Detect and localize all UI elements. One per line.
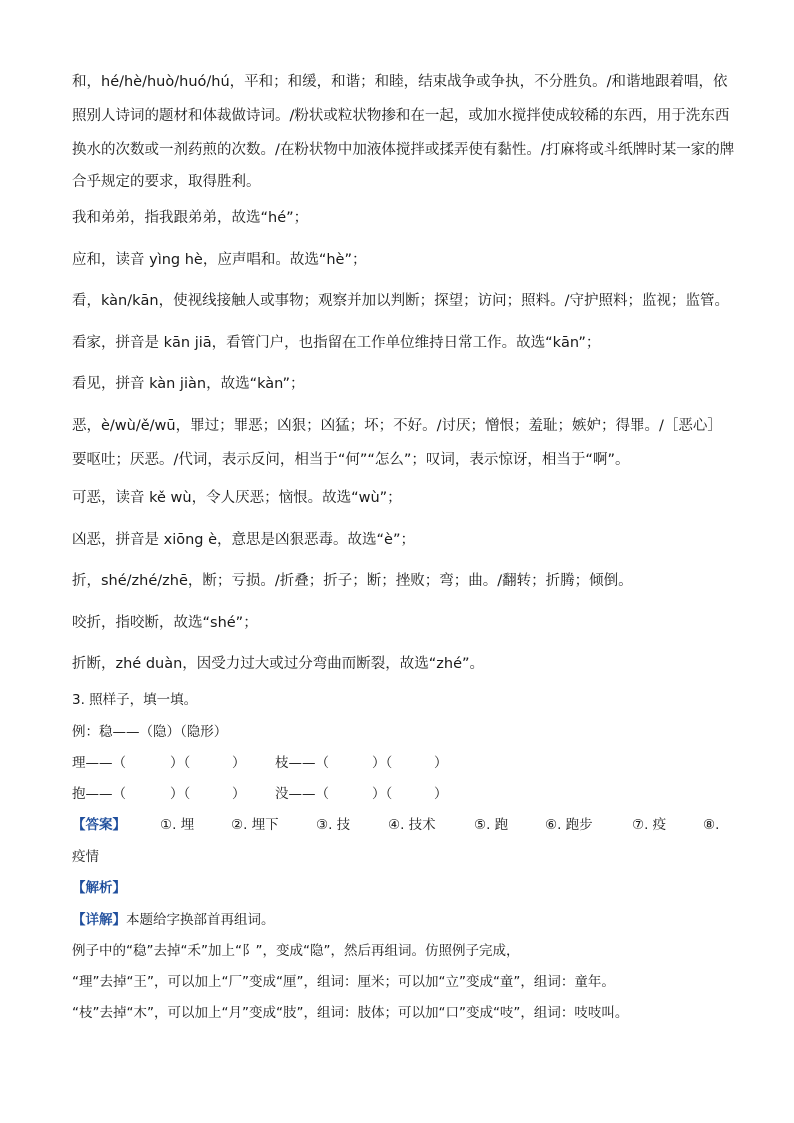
paragraph-he-def-4: 合乎规定的要求，取得胜利。	[72, 174, 261, 190]
paragraph-zhe-ex-1: 咬折，指咬断，故选“shé”；	[72, 615, 258, 631]
fill-row-1-b2[interactable]: ）（	[372, 755, 393, 771]
answer-tail: 疫情	[72, 849, 99, 865]
fill-row-1-b3[interactable]: ）	[434, 755, 448, 771]
answer-item-7: ⑦. 疫	[632, 817, 667, 833]
fill-row-2-a2[interactable]: ）（	[170, 786, 191, 802]
paragraph-e-def-1: 恶，è/wù/ě/wū，罪过；罪恶；凶狠；凶猛；坏；不好。/讨厌；憎恨；羞耻；嫉妒；得罪。/［恶心］	[72, 418, 722, 434]
paragraph-e-def-2: 要呕吐；厌恶。/代词，表示反问，相当于“何”“怎么”；叹词，表示惊讶，相当于“啊”。	[72, 452, 630, 468]
detail-text: 本题给字换部首再组词。	[126, 912, 275, 928]
paragraph-zhe-def: 折，shé/zhé/zhē，断；亏损。/折叠；折子；断；挫败；弯；曲。/翻转；折腾；倾倒。	[72, 573, 633, 589]
paragraph-e-ex-1: 可恶，读音 kě wù，令人厌恶；恼恨。故选“wù”；	[72, 490, 402, 506]
answer-item-3: ③. 技	[316, 817, 351, 833]
answer-item-8: ⑧.	[703, 817, 720, 833]
answer-item-4: ④. 技术	[388, 817, 436, 833]
answer-item-1: ①. 埋	[160, 817, 195, 833]
paragraph-he-ex-1: 我和弟弟，指我跟弟弟，故选“hé”；	[72, 210, 309, 226]
analysis-label: 【解析】	[72, 880, 126, 896]
paragraph-he-ex-2: 应和，读音 yìng hè，应声唱和。故选“hè”；	[72, 252, 367, 268]
analysis-detail	[72, 910, 275, 930]
fill-row-2-a: 抱——（	[72, 786, 126, 802]
analysis-line-2: “理”去掉“王”，可以加上“厂”变成“厘”，组词：厘米；可以加“立”变成“童”，组词：童年。	[72, 974, 615, 990]
fill-row-1-b: 枝——（	[275, 755, 329, 771]
answer-item-5: ⑤. 跑	[474, 817, 509, 833]
detail-label: 【详解】	[72, 912, 126, 928]
paragraph-he-def-2: 照别人诗词的题材和体裁做诗词。/粉状或粒状物掺和在一起，或加水搅拌使成较稀的东西，用于洗东西	[72, 108, 730, 124]
analysis-line-1: 例子中的“稳”去掉“禾”加上“阝”，变成“隐”，然后再组词。仿照例子完成，	[72, 943, 520, 959]
fill-row-1-a: 理——（	[72, 755, 126, 771]
fill-row-1-a2[interactable]: ）（	[170, 755, 191, 771]
paragraph-kan-ex-1: 看家，拼音是 kān jiā，看管门户，也指留在工作单位维持日常工作。故选“kān”；	[72, 335, 601, 351]
analysis-line-3: “枝”去掉“木”，可以加上“月”变成“肢”，组词：肢体；可以加“口”变成“吱”，组词：吱吱叫。	[72, 1005, 629, 1021]
fill-row-1-a3[interactable]: ）	[232, 755, 246, 771]
paragraph-zhe-ex-2: 折断，zhé duàn，因受力过大或过分弯曲而断裂，故选“zhé”。	[72, 656, 485, 672]
answer-item-2: ②. 埋下	[231, 817, 279, 833]
fill-row-2-b: 没——（	[275, 786, 329, 802]
paragraph-he-def-1: 和，hé/hè/huò/huó/hú，平和；和缓，和谐；和睦，结束战争或争执，不分胜负。/和谐地跟着唱，依	[72, 74, 728, 90]
paragraph-kan-def: 看，kàn/kān，使视线接触人或事物；观察并加以判断；探望；访问；照料。/守护照料；监视；监管。	[72, 293, 729, 309]
question-example: 例：稳——（隐）（隐形）	[72, 724, 228, 740]
fill-row-2	[72, 784, 472, 804]
paragraph-he-def-3: 换水的次数或一剂药煎的次数。/在粉状物中加液体搅拌或揉弄使有黏性。/打麻将或斗纸牌时某一家的牌	[72, 142, 735, 158]
fill-row-2-a3[interactable]: ）	[232, 786, 246, 802]
fill-row-2-b3[interactable]: ）	[434, 786, 448, 802]
answer-item-6: ⑥. 跑步	[545, 817, 593, 833]
question-title: 3. 照样子，填一填。	[72, 692, 198, 708]
fill-row-2-b2[interactable]: ）（	[372, 786, 393, 802]
fill-row-1	[72, 753, 472, 773]
paragraph-kan-ex-2: 看见，拼音 kàn jiàn，故选“kàn”；	[72, 376, 305, 392]
paragraph-e-ex-2: 凶恶，拼音是 xiōng è，意思是凶狠恶毒。故选“è”；	[72, 532, 415, 548]
answer-label: 【答案】	[72, 817, 126, 833]
